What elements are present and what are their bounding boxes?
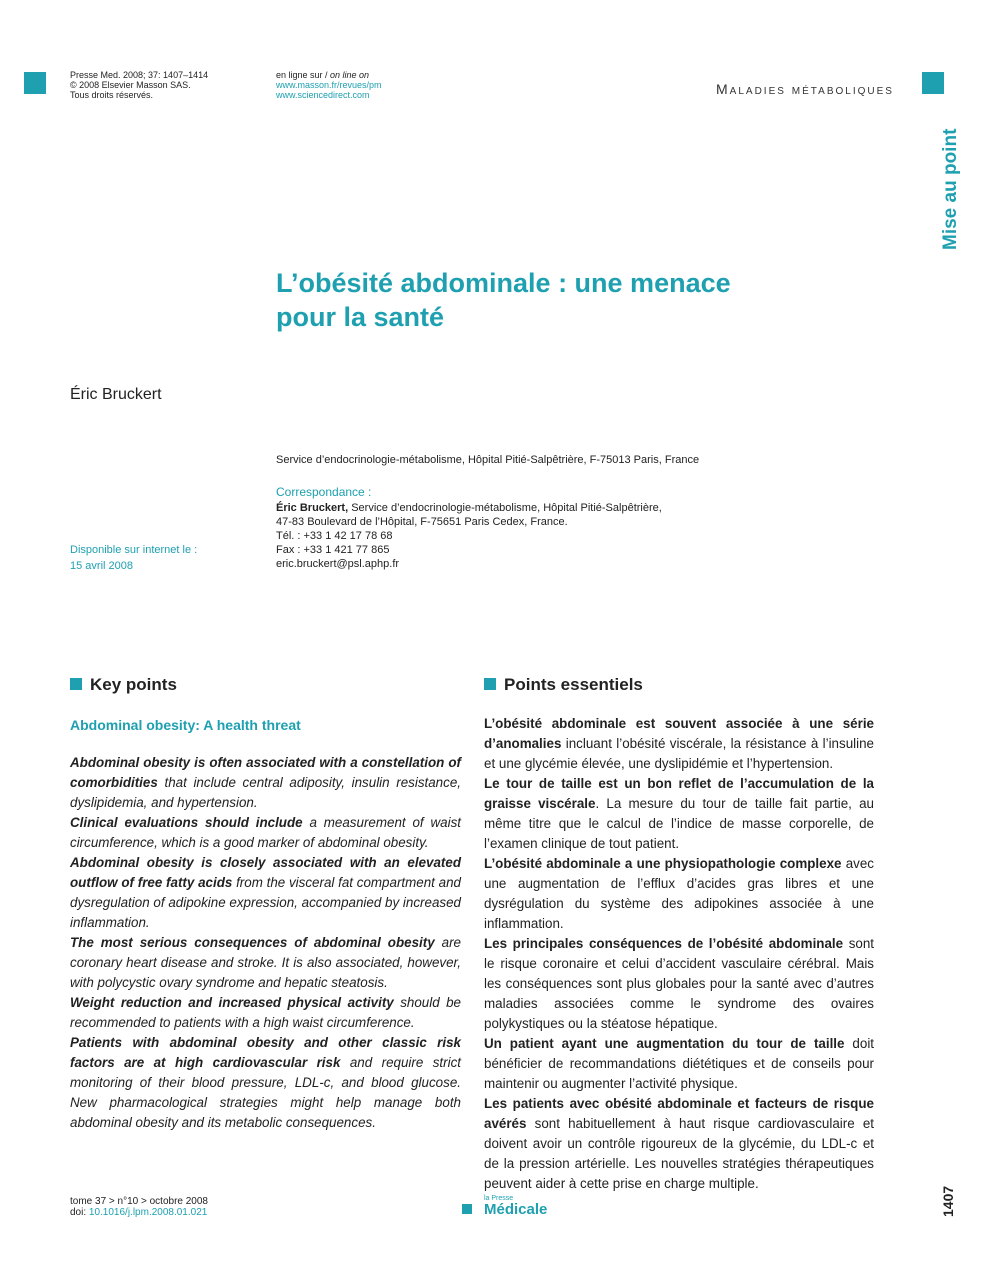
correspondance-label: Correspondance : (276, 485, 372, 499)
key-point (70, 853, 461, 933)
correspondance-address-1: Service d’endocrinologie-métabolisme, Hôpital Pitié-Salpêtrière, (348, 502, 662, 514)
journal-info (70, 70, 208, 100)
page-number-text: 1407 (940, 1185, 956, 1217)
key-point (70, 813, 461, 853)
journal-citation: Presse Med. 2008; 37: 1407–1414 (70, 70, 209, 80)
point-essentiel (484, 1094, 874, 1194)
affiliation: Service d’endocrinologie-métabolisme, Hôpital Pitié-Salpêtrière, F-75013 Paris, France (276, 454, 700, 466)
correspondance-address-2: 47-83 Boulevard de l’Hôpital, F-75651 Paris Cedex, France. (276, 516, 568, 528)
journal-copyright: © 2008 Elsevier Masson SAS. (70, 80, 191, 90)
section-label: Maladies métaboliques (716, 81, 894, 97)
point-essentiel-text: doit bénéficier de recommandations diététiques et de conseils pour maintenir ou augmenter l’activité physique. (484, 1036, 875, 1091)
key-point (70, 993, 461, 1033)
online-prefix: en ligne sur / (276, 70, 331, 80)
key-point (70, 753, 461, 813)
availability (70, 542, 197, 574)
online-italic: on line on (330, 70, 370, 80)
corner-square-right (922, 72, 944, 94)
point-essentiel-bold: Les principales conséquences de l’obésité abdominale (484, 936, 844, 951)
key-point (70, 933, 461, 993)
point-essentiel-bold: Un patient ayant une augmentation du tour de taille (484, 1036, 845, 1051)
point-essentiel-text: incluant l’obésité viscérale, la résistance à l’insuline et une glycémie élevée, une dyslipidémie et l’hypertension. (484, 736, 874, 771)
key-point-bold: Abdominal obesity is often associated with a constellation of comorbidities (70, 755, 461, 790)
point-essentiel-bold: Le tour de taille est un bon reflet de l’accumulation de la graisse viscérale (484, 776, 874, 811)
doi-label: doi: (70, 1207, 89, 1218)
correspondance-fax: Fax : +33 1 421 77 865 (276, 544, 390, 556)
correspondance-email[interactable]: eric.bruckert@psl.aphp.fr (276, 558, 400, 570)
availability-date: 15 avril 2008 (70, 560, 133, 572)
masson-link[interactable]: www.masson.fr/revues/pm (276, 80, 382, 90)
points-essentiels-list (484, 714, 874, 1194)
heading-square-icon (484, 678, 496, 690)
key-point-text: from the visceral fat compartment and dysregulation of adipokine expression, accompanied by increased inflammation. (70, 875, 461, 930)
side-label (920, 115, 961, 255)
footer-info (70, 1196, 208, 1218)
key-point-bold: Abdominal obesity is closely associated with an elevated outflow of free fatty acids (70, 855, 461, 890)
heading-square-icon (70, 678, 82, 690)
logo-big-text: Médicale (484, 1201, 548, 1218)
online-info (276, 70, 382, 100)
key-point-text: a measurement of waist circumference, which is a good marker of abdominal obesity. (70, 815, 461, 850)
journal-rights: Tous droits réservés. (70, 90, 154, 100)
point-essentiel-bold: L’obésité abdominale a une physiopathologie complexe (484, 856, 842, 871)
correspondance-tel: Tél. : +33 1 42 17 78 68 (276, 530, 393, 542)
correspondance-block (276, 485, 662, 571)
point-essentiel-text: sont habituellement à haut risque cardiovasculaire et doivent avoir un contrôle rigoureux de la glycémie, du LDL-c et de la pression artérielle. Les nouvelles stratégies thérapeutiques peuvent aider à cette prise en charge multiple. (484, 1116, 874, 1191)
page-number (920, 1180, 956, 1220)
key-point-text: and require strict monitoring of their blood pressure, LDL-c, and blood glucose. New pharmacological strategies might help manage both abdominal obesity and its metabolic consequences. (70, 1055, 461, 1130)
point-essentiel-bold: Les patients avec obésité abdominale et facteurs de risque avérés (484, 1096, 874, 1131)
key-points-list (70, 753, 461, 1133)
points-essentiels-heading-text: Points essentiels (504, 675, 643, 694)
point-essentiel (484, 1034, 874, 1094)
issue-info: tome 37 > n°10 > octobre 2008 (70, 1196, 208, 1207)
point-essentiel-bold: L’obésité abdominale est souvent associée à une série d’anomalies (484, 716, 874, 751)
key-point-bold: The most serious consequences of abdominal obesity (70, 935, 435, 950)
title-line-2: pour la santé (276, 302, 445, 332)
key-points-subtitle: Abdominal obesity: A health threat (70, 717, 301, 733)
availability-label: Disponible sur internet le : (70, 544, 198, 556)
corner-square-left (24, 72, 46, 94)
key-point (70, 1033, 461, 1133)
correspondance-name: Éric Bruckert, (276, 502, 349, 514)
point-essentiel (484, 714, 874, 774)
point-essentiel-text: . La mesure du tour de taille fait partie, au même titre que le calcul de l’indice de masse corporelle, de l’examen clinique de tout patient. (484, 796, 874, 851)
point-essentiel-text: avec une augmentation de l’efflux d’acides gras libres et une dysrégulation du système des adipokines associée à une inflammation. (484, 856, 874, 931)
points-essentiels-heading (484, 675, 643, 695)
key-points-heading (70, 675, 177, 695)
author: Éric Bruckert (70, 386, 162, 403)
article-title (276, 266, 796, 334)
key-point-bold: Clinical evaluations should include (70, 815, 303, 830)
key-point-bold: Weight reduction and increased physical activity (70, 995, 394, 1010)
point-essentiel-text: sont le risque coronaire et celui d’accident vasculaire cérébral. Mais les conséquences sont plus globales pour la santé avec d’autres maladies associées comme le syndrome des ovaires polykystiques ou la stéatose hépatique. (484, 936, 875, 1031)
logo-small-text: la Presse (484, 1195, 514, 1202)
key-point-text: that include central adiposity, insulin resistance, dyslipidemia, and hypertension. (70, 775, 461, 810)
logo-square-icon (462, 1204, 472, 1214)
title-line-1: L’obésité abdominale : une menace (276, 268, 731, 298)
key-point-bold: Patients with abdominal obesity and other classic risk factors are at high cardiovascular risk (70, 1035, 461, 1070)
sciencedirect-link[interactable]: www.sciencedirect.com (276, 90, 370, 100)
key-point-text: are coronary heart disease and stroke. It is also associated, however, with polycystic ovary syndrome and hepatic steatosis. (70, 935, 461, 990)
point-essentiel (484, 854, 874, 934)
point-essentiel (484, 774, 874, 854)
side-label-text: Mise au point (940, 128, 961, 250)
key-point-text: should be recommended to patients with a high waist circumference. (70, 995, 461, 1030)
point-essentiel (484, 934, 874, 1034)
key-points-heading-text: Key points (90, 675, 177, 694)
doi-link[interactable]: 10.1016/j.lpm.2008.01.021 (88, 1207, 208, 1218)
